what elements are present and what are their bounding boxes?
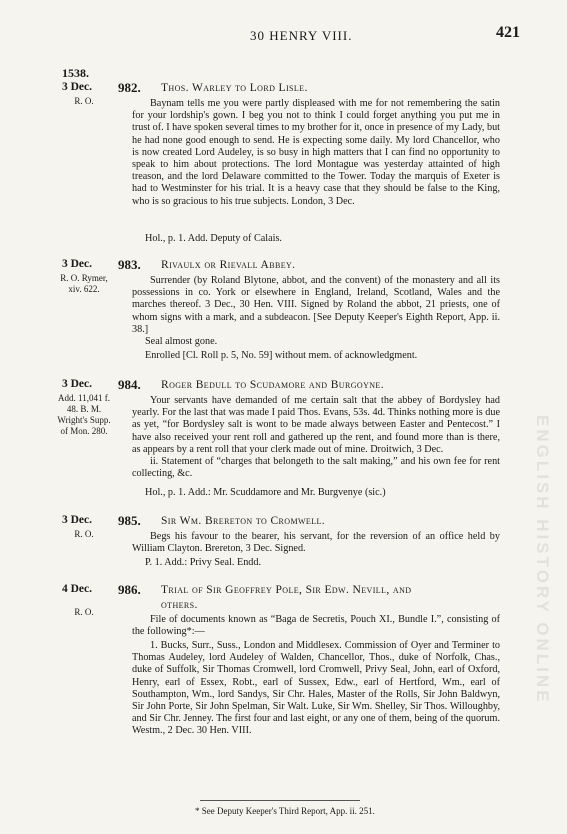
entry-note: P. 1. Add.: Privy Seal. Endd. <box>145 557 262 568</box>
entry-margin <box>54 379 114 437</box>
entry-number: 983. <box>118 257 141 272</box>
entry-margin <box>54 259 114 295</box>
entry-title: Sir Wm. Brereton to Cromwell. <box>161 515 326 527</box>
entry-source: R. O. <box>74 529 94 539</box>
footnote: * See Deputy Keeper's Third Report, App. ii. 251. <box>195 806 375 816</box>
entry-date: 3 Dec. <box>62 258 93 270</box>
entry-title: Thos. Warley to Lord Lisle. <box>161 82 308 94</box>
entry-date: 3 Dec. <box>62 514 93 526</box>
entry-source: R. O. <box>74 96 94 106</box>
entry-source: R. O. Rymer, xiv. 622. <box>60 273 108 294</box>
page-header <box>60 24 520 44</box>
entry-source: R. O. <box>74 607 94 617</box>
entry-title-continued: others. <box>161 599 198 611</box>
running-title: 30 HENRY VIII. <box>250 28 353 43</box>
entry-margin <box>54 584 114 618</box>
entry-margin <box>54 515 114 540</box>
entry-number: 985. <box>118 513 141 528</box>
entry-title: Trial of Sir Geoffrey Pole, Sir Edw. Nevill, and <box>161 584 412 596</box>
entry-number: 986. <box>118 582 141 597</box>
entry-note: Hol., p. 1. Add.: Mr. Scuddamore and Mr. Burgvenye (sic.) <box>145 487 386 498</box>
entry-number: 982. <box>118 80 141 95</box>
entry-title: Roger Bedull to Scudamore and Burgoyne. <box>161 379 384 391</box>
entry-date: 3 Dec. <box>62 378 93 390</box>
entry-date: 3 Dec. <box>62 81 93 93</box>
page-number: 421 <box>496 24 520 41</box>
entry-note: Hol., p. 1. Add. Deputy of Calais. <box>145 233 282 244</box>
entry-text: Your servants have demanded of me certain salt that the abbey of Bordysley had yearly. For the last that was made I paid Thos. Evans, 53s. 4d. Thinks nothing more is due as yet, “for Bordysley salt is wont to be made always between Easter and Pentecost.” I have also received your rent roll and gathered up the rent, and found more than is there, as appears by a rent roll that your clerk made out of mine. Droitwich, 3 Dec. <box>132 395 500 455</box>
entry-text-ii: ii. Statement of “charges that belongeth to the salt making,” and his own fee for rent collecting, &c. <box>132 456 500 480</box>
entry-number: 984. <box>118 377 141 392</box>
entry-text: File of documents known as “Baga de Secretis, Pouch XI., Bundle I.”, consisting of the following*:— <box>132 614 500 638</box>
entry-note: Seal almost gone. <box>145 336 218 347</box>
entry-text-item-1: 1. Bucks, Surr., Suss., London and Middlesex. Commission of Oyer and Terminer to Thomas Audeley, lord Audeley of Walden, Chancellor, Thos., duke of Norfolk, Chas., duke of Suffolk, Sir Thomas Cromwell, lord Cromwell, Privy Seal, John, earl of Oxford, Henry, earl of Essex, Robt., earl of Sussex, Edw., earl of Hertford, Wm., earl of Southampton, Wm., lord Sandys, Sir Chr. Hales, Master of the Rolls, Sir John Baldwyn, Sir John Porte, Sir John Spelman, Sir Walt. Luke, Sir Wm. Shelley, Sir Thos. Willoughby, and Sir Chr. Jenney. The first four and last eight, or any one of them, being of the quorum. Westm., 2 Dec. 30 Hen. VIII. <box>132 640 500 737</box>
watermark: ENGLISH HISTORY ONLINE <box>533 415 552 705</box>
entry-text: Surrender (by Roland Blytone, abbot, and the convent) of the monastery and all its possessions in co. York or elsewhere in England, Ireland, Scotland, Wales and the marches thereof. 3 Dec., 30 Hen. VIII. Signed by Roland the abbot, 21 priests, one of whom signs with a mark, and a subdeacon. [See Deputy Keeper's Eighth Report, App. ii. 38.] <box>132 275 500 335</box>
entry-margin <box>54 82 114 107</box>
footnote-rule <box>200 800 360 801</box>
entry-title: Rivaulx or Rievall Abbey. <box>161 259 296 271</box>
entry-text: Baynam tells me you were partly displeased with me for not remembering the satin for your lordship's gown. I beg you not to think I could forget anything you put me in trust of. I have spoken several times to my brother for it, once in presence of my Lady, but he had none good enough to send. He is expecting some daily. My lord Chancellor, who is now created Lord Audeley, is so busy in high matters that I can find no opportunity to speak to him about protections. The lord Montague was yesterday attainted of high treason, and the lord Delaware committed to the Tower. Today the marquis of Exeter is had to Westminster for his trial. It is a heavy case that they should be false to the King, who is so gracious to his true subjects. London, 3 Dec. <box>132 98 500 207</box>
entry-note-enrolled: Enrolled [Cl. Roll p. 5, No. 59] without mem. of acknowledgment. <box>145 350 418 361</box>
entry-source: Add. 11,041 f. 48. B. M. Wright's Supp. of Mon. 280. <box>57 393 111 436</box>
entry-date: 4 Dec. <box>62 583 93 595</box>
entry-text: Begs his favour to the bearer, his servant, for the reversion of an office held by William Clayton. Brereton, 3 Dec. Signed. <box>132 531 500 555</box>
year: 1538. <box>62 66 89 80</box>
